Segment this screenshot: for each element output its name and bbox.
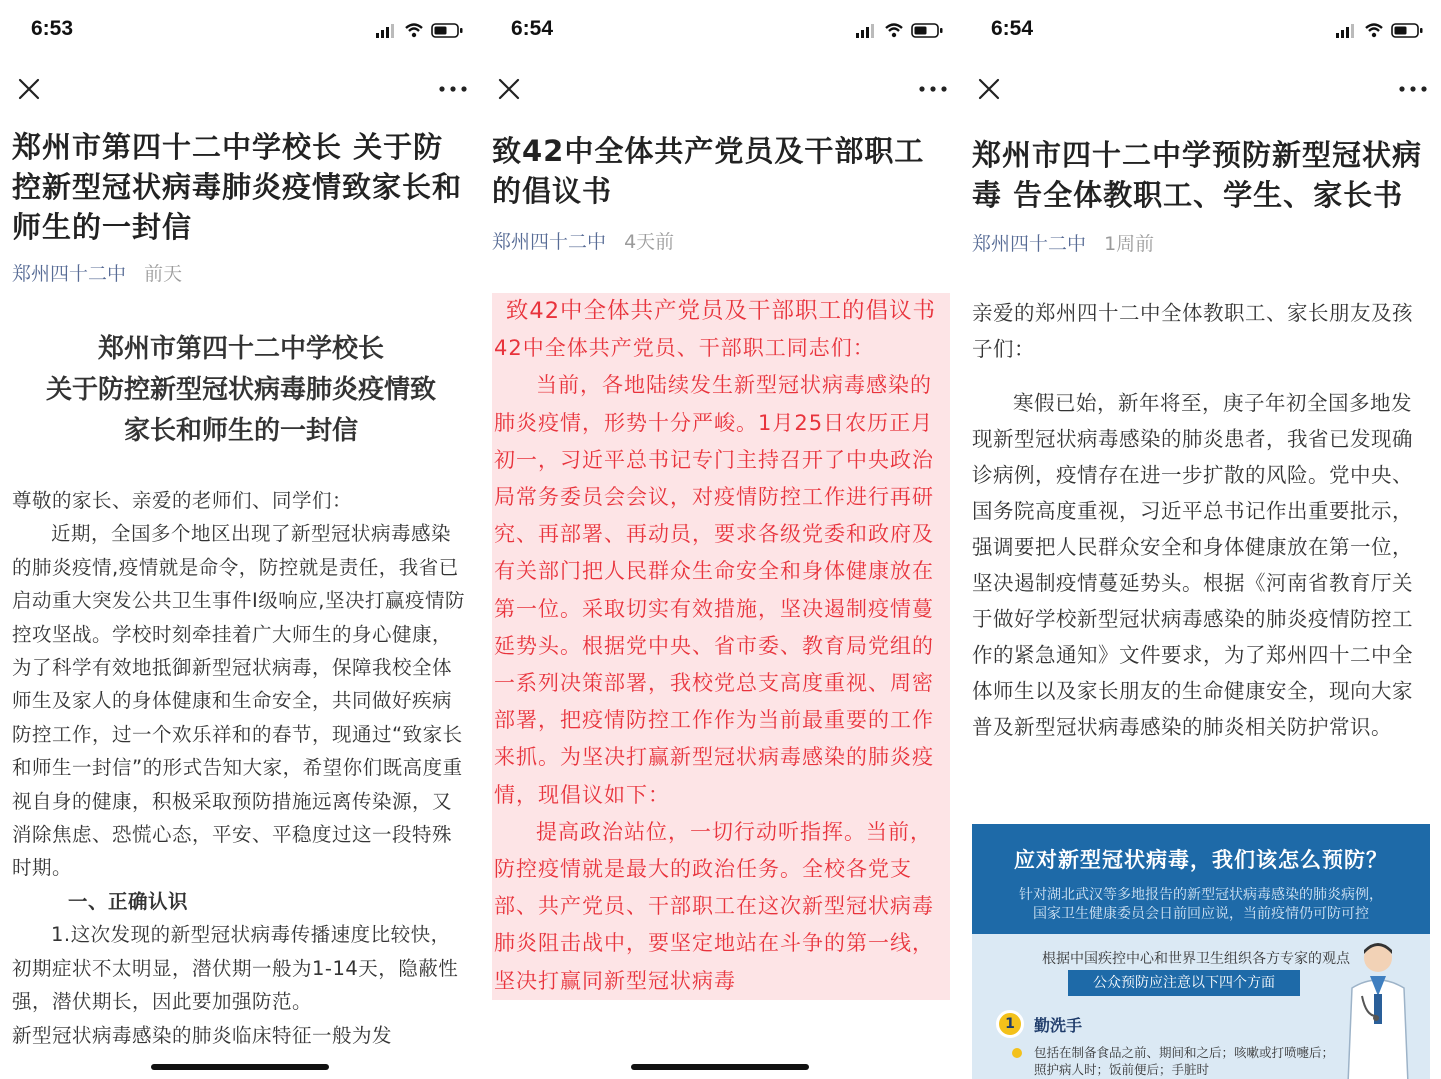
step-number-badge: 1: [996, 1010, 1024, 1038]
more-icon[interactable]: [436, 74, 470, 104]
system-status-icons: [854, 20, 950, 40]
article-meta: [12, 261, 470, 287]
article-author-link[interactable]: 郑州四十二中: [972, 233, 1087, 255]
highlighted-proposal: [492, 293, 950, 1000]
home-indicator: [151, 1064, 329, 1070]
letter-heading: [12, 329, 470, 452]
proposal-greeting: 42中全体共产党员、干部职工同志们：: [494, 336, 875, 361]
article-content: [492, 118, 950, 1000]
letter-heading-line: 关于防控新型冠状病毒肺炎疫情致: [45, 375, 436, 405]
paragraph: 1.这次发现的新型冠状病毒传播速度比较快，初期症状不太明显，潜伏期一般为1-14天，隐蔽性强，潜伏期长，因此要加强防范。: [12, 923, 459, 1014]
infographic-subtitle-line: 国家卫生健康委员会日前回应说，当前疫情仍可防可控: [1033, 906, 1369, 922]
article-date: 1周前: [1104, 233, 1155, 255]
status-bar: [960, 0, 1440, 60]
greeting: 亲爱的郑州四十二中全体教职工、家长朋友及孩子们：: [972, 301, 1413, 361]
close-icon[interactable]: [974, 74, 1004, 104]
status-bar: [0, 0, 480, 60]
article-body: [12, 484, 470, 1052]
article-title: 致42中全体共产党员及干部职工的倡议书: [492, 134, 925, 208]
article-title: 郑州市四十二中学预防新型冠状病毒 告全体教职工、学生、家长书: [972, 138, 1423, 212]
close-icon[interactable]: [14, 74, 44, 104]
article-author-link[interactable]: 郑州四十二中: [12, 263, 127, 285]
article-title: 郑州市第四十二中学校长 关于防控新型冠状病毒肺炎疫情致家长和师生的一封信: [12, 130, 463, 244]
status-time: 6:53: [31, 17, 74, 40]
doctor-illustration-icon: [1338, 936, 1418, 1079]
nav-bar: [0, 60, 480, 118]
nav-bar: [960, 60, 1440, 118]
paragraph: 当前，各地陆续发生新型冠状病毒感染的肺炎疫情，形势十分严峻。1月25日农历正月初一，习近平总书记专门主持召开了中央政治局常务委员会会议，对疫情防控工作进行再研究、再部署、再动员，要求各级党委和政府及有关部门把人民群众生命安全和身体健康放在第一位。采取切实有效措施，坚决遏制疫情蔓延势头。根据党中央、省市委、教育局党组的一系列决策部署，我校党总支高度重视、周密部署，把疫情防控工作作为当前最重要的工作来抓。为坚决打赢新型冠状病毒感染的肺炎疫情，现倡议如下：: [494, 373, 934, 807]
step-title: 勤洗手: [1034, 1016, 1083, 1035]
infographic-box: 公众预防应注意以下四个方面: [1068, 970, 1300, 996]
article-date: 4天前: [624, 231, 675, 253]
infographic-subtitle: [972, 886, 1430, 924]
letter-heading-line: 郑州市第四十二中学校长: [97, 334, 384, 364]
system-status-icons: [1334, 20, 1430, 40]
infographic-header: [972, 824, 1430, 934]
more-icon[interactable]: [916, 74, 950, 104]
paragraph: 近期，全国多个地区出现了新型冠状病毒感染的肺炎疫情,疫情就是命令，防控就是责任，我省已启动重大突发公共卫生事件Ⅰ级响应,坚决打赢疫情防控攻坚战。学校时刻牵挂着广大师生的身心健康，为了科学有效地抵御新型冠状病毒，保障我校全体师生及家人的身体健康和生命安全，共同做好疾病防控工作，过一个欢乐祥和的春节，现通过“致家长和师生一封信”的形式告知大家，希望你们既高度重视自身的健康，积极采取预防措施远离传染源，又消除焦虑、恐慌心态，平安、平稳度过这一段特殊时期。: [12, 522, 465, 880]
article-panel-2: [480, 0, 960, 1079]
article-author-link[interactable]: 郑州四十二中: [492, 231, 607, 253]
article-content: [12, 118, 470, 1052]
status-time: 6:54: [511, 17, 554, 40]
greeting: 尊敬的家长、亲爱的老师们、同学们：: [12, 489, 353, 512]
article-panel-1: [0, 0, 480, 1079]
article-meta: [492, 229, 950, 255]
more-icon[interactable]: [1396, 74, 1430, 104]
status-bar: [480, 0, 960, 60]
article-meta: [972, 231, 1430, 257]
infographic-source: 根据中国疾控中心和世界卫生组织各方专家的观点: [1042, 951, 1350, 967]
home-indicator: [631, 1064, 809, 1070]
paragraph: 提高政治站位，一切行动听指挥。当前，防控疫情就是最大的政治任务。全校各党支部、共产党员、干部职工在这次新型冠状病毒肺炎阻击战中，要坚定地站在斗争的第一线，坚决打赢同新型冠状病毒: [494, 819, 934, 993]
article-body: [972, 295, 1430, 745]
paragraph: 寒假已始，新年将至，庚子年初全国多地发现新型冠状病毒感染的肺炎患者，我省已发现确诊病例，疫情存在进一步扩散的风险。党中央、国务院高度重视，习近平总书记作出重要批示，强调要把人民群众安全和身体健康放在第一位，坚决遏制疫情蔓延势头。根据《河南省教育厅关于做好学校新型冠状病毒感染的肺炎疫情防控工作的紧急通知》文件要求，为了郑州四十二中全体师生以及家长朋友的生命健康安全，现向大家普及新型冠状病毒感染的肺炎相关防护常识。: [972, 391, 1413, 739]
prevention-infographic: [972, 824, 1430, 1079]
infographic-title: 应对新型冠状病毒，我们该怎么预防？: [1014, 848, 1388, 872]
article-content: [972, 118, 1430, 745]
close-icon[interactable]: [494, 74, 524, 104]
letter-heading-line: 家长和师生的一封信: [123, 416, 358, 446]
article-date: 前天: [144, 263, 183, 285]
paragraph: 新型冠状病毒感染的肺炎临床特征一般为发: [12, 1023, 393, 1047]
step-detail: 包括在制备食品之前、期间和之后；咳嗽或打喷嚏后；照护病人时；饭前便后；手脏时: [1034, 1045, 1335, 1077]
proposal-title: 致42中全体共产党员及干部职工的倡议书: [505, 298, 937, 324]
nav-bar: [480, 60, 960, 118]
status-time: 6:54: [991, 17, 1034, 40]
infographic-subtitle-line: 针对湖北武汉等多地报告的新型冠状病毒感染的肺炎病例，: [1019, 887, 1383, 903]
system-status-icons: [374, 20, 470, 40]
section-heading: 一、正确认识: [68, 889, 189, 913]
